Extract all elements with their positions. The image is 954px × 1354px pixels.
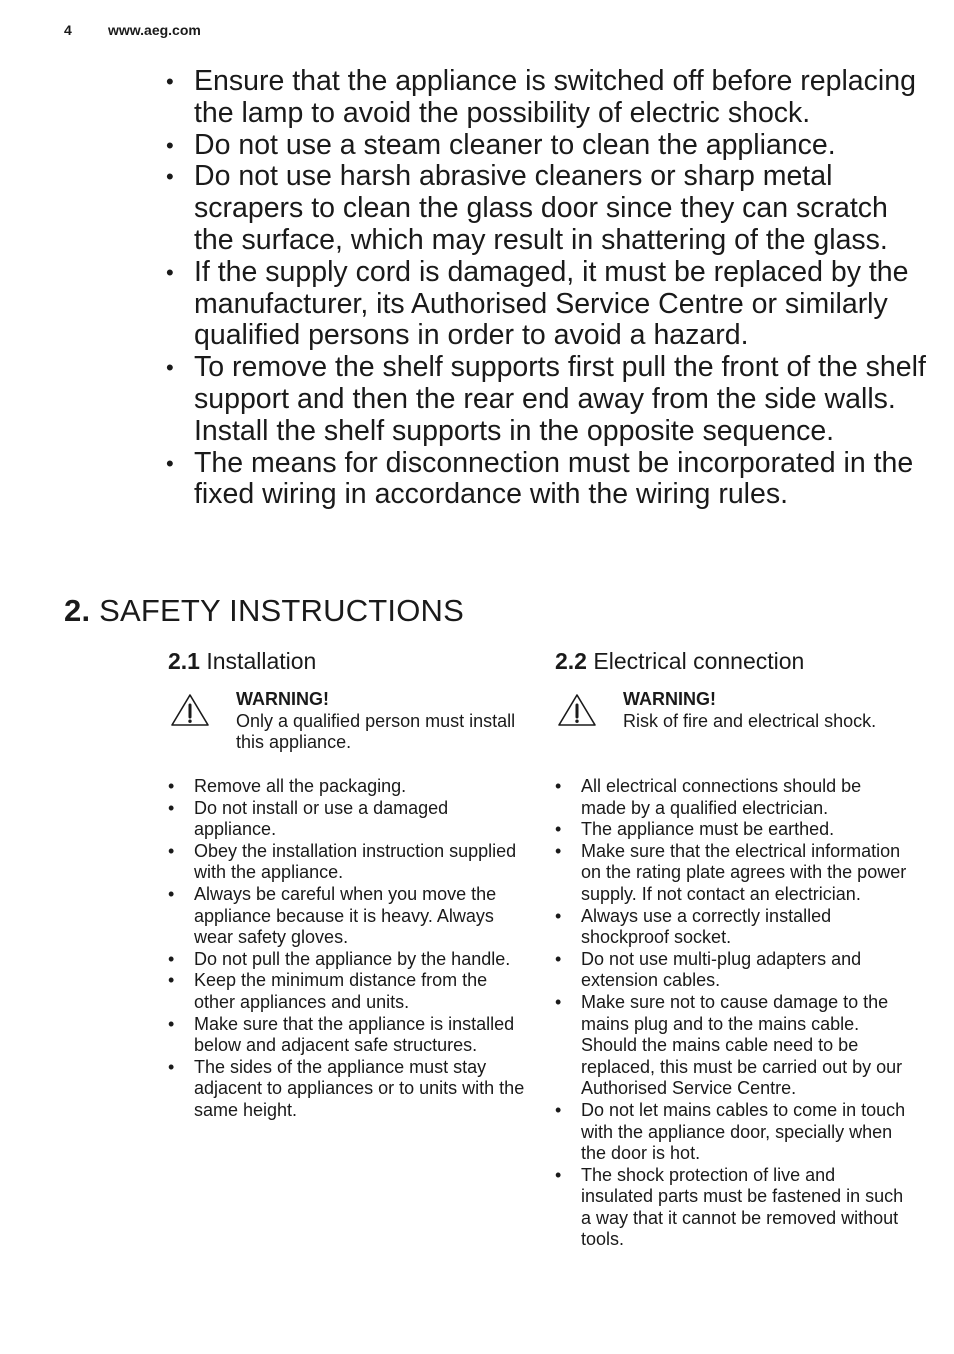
bullet: •	[166, 132, 174, 158]
list-item: • To remove the shelf supports first pull the front of the shelf support and then the rear end away from the side walls. Install the shelf supports in the opposite sequence.	[166, 351, 926, 447]
bullet: •	[166, 164, 174, 190]
bullet: •	[555, 905, 562, 926]
installation-warning	[168, 689, 528, 755]
bullet: •	[168, 1056, 175, 1077]
electrical-warning	[555, 689, 915, 755]
warning-triangle-icon	[557, 693, 597, 727]
bullet: •	[166, 69, 174, 94]
bullet: •	[555, 819, 562, 840]
list-item: • Obey the installation instruction supplied with the appliance.	[168, 840, 517, 883]
list-item: • Do not use multi-plug adapters and extension cables.	[555, 948, 862, 991]
list-item: • Do not let mains cables to come in touch with the appliance door, specially when the door is hot.	[555, 1099, 906, 1164]
installation-column	[168, 648, 528, 1122]
list-item: • Make sure not to cause damage to the mains plug and to the mains cable. Should the mains cable need to be replaced, this must be carried out by our Authorised Service Centre.	[555, 991, 903, 1099]
bullet: •	[166, 450, 174, 476]
installation-heading: 2.1 Installation	[168, 648, 317, 674]
list-item: • Always be careful when you move the appliance because it is heavy. Always wear safety gloves.	[168, 883, 497, 948]
list-item: • Make sure that the appliance is installed below and adjacent safe structures.	[168, 1013, 515, 1056]
list-item: • Ensure that the appliance is switched off before replacing the lamp to avoid the possibility of electric shock.	[166, 65, 916, 129]
page-header	[64, 22, 201, 38]
list-item: • Make sure that the electrical information on the rating plate agrees with the power supply. If not contact an electrician.	[555, 840, 907, 904]
bullet: •	[168, 1013, 175, 1034]
safety-list	[166, 66, 926, 511]
list-item: • The sides of the appliance must stay adjacent to appliances or to units with the same height.	[168, 1056, 525, 1120]
bullet: •	[168, 840, 175, 861]
warning-title: WARNING!	[623, 689, 716, 709]
list-item: • The means for disconnection must be incorporated in the fixed wiring in accordance with the wiring rules.	[166, 446, 914, 511]
section-number: 2.	[64, 593, 91, 628]
bullet: •	[555, 991, 562, 1012]
bullet: •	[555, 840, 562, 861]
bullet: •	[168, 776, 175, 796]
bullet: •	[555, 1099, 562, 1120]
bullet: •	[166, 259, 174, 285]
bullet: •	[168, 970, 175, 991]
list-item: • Do not install or use a damaged appliance.	[168, 797, 449, 840]
list-item: • Do not pull the appliance by the handle.	[168, 948, 511, 969]
section-heading	[64, 593, 464, 629]
page-number: 4	[64, 22, 72, 38]
bullet: •	[555, 948, 562, 969]
warning-title: WARNING!	[236, 689, 329, 709]
electrical-list	[555, 776, 915, 1251]
list-item: • If the supply cord is damaged, it must be replaced by the manufacturer, its Authorised Service Centre or similarly qualified persons in order to avoid a hazard.	[166, 255, 909, 352]
list-item: • Always use a correctly installed shockproof socket.	[555, 905, 832, 948]
website-url: www.aeg.com	[108, 22, 201, 38]
list-item: • Do not use a steam cleaner to clean the appliance.	[166, 128, 836, 161]
warning-text: Risk of fire and electrical shock.	[623, 710, 877, 731]
section-title: SAFETY INSTRUCTIONS	[99, 593, 465, 628]
list-item: • The appliance must be earthed.	[555, 819, 835, 840]
list-item: • All electrical connections should be made by a qualified electrician.	[555, 776, 862, 818]
electrical-column	[555, 648, 915, 1251]
bullet: •	[168, 883, 175, 904]
installation-list	[168, 776, 528, 1122]
warning-triangle-icon	[170, 693, 210, 727]
bullet: •	[168, 797, 175, 818]
list-item: • Remove all the packaging.	[168, 776, 407, 796]
list-item: • The shock protection of live and insulated parts must be fastened in such a way that it cannot be removed without tools.	[555, 1164, 904, 1250]
warning-text: Only a qualified person must install this appliance.	[236, 710, 516, 752]
electrical-heading: 2.2 Electrical connection	[555, 648, 805, 674]
list-item: • Do not use harsh abrasive cleaners or sharp metal scrapers to clean the glass door since they can scratch the surface, which may result in shattering of the glass.	[166, 160, 888, 256]
bullet: •	[168, 948, 175, 969]
bullet: •	[555, 1164, 562, 1185]
bullet: •	[555, 776, 562, 796]
bullet: •	[166, 355, 174, 381]
list-item: • Keep the minimum distance from the other appliances and units.	[168, 970, 488, 1012]
